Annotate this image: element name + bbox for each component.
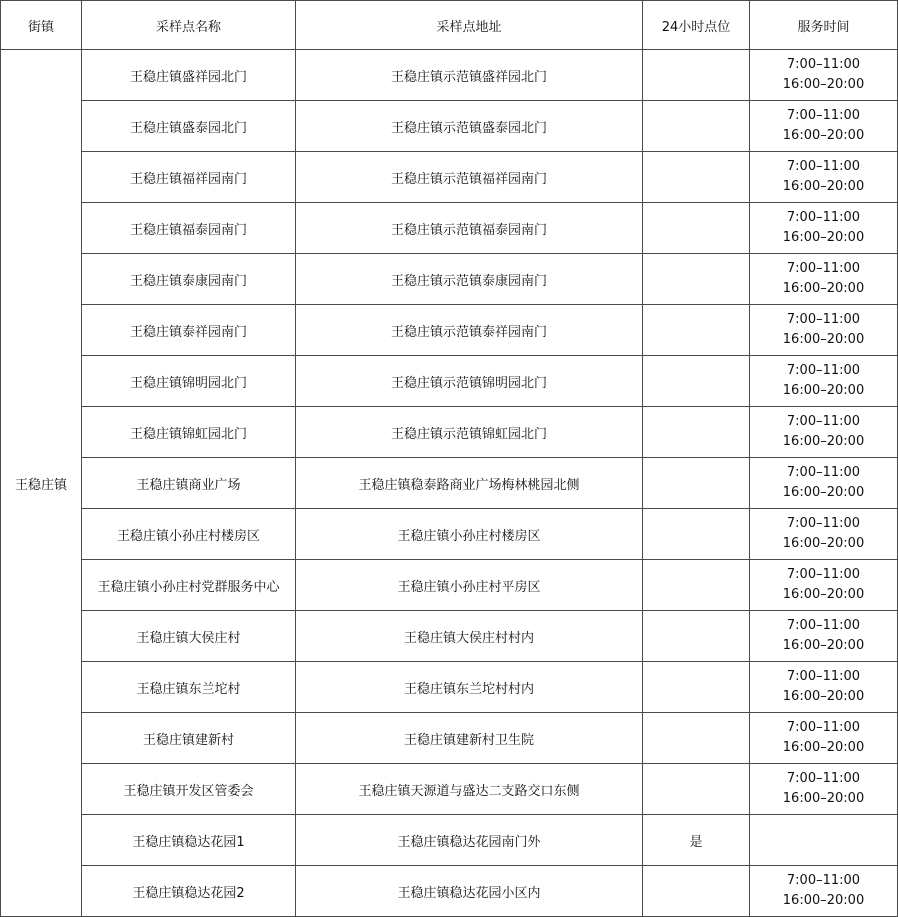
afternoon-time: 16:00–20:00 [782, 638, 865, 653]
afternoon-time: 16:00–20:00 [782, 77, 865, 92]
table-row [1, 866, 898, 917]
service-time-cell [750, 815, 898, 866]
service-time-cell [750, 305, 898, 356]
service-time-cell [750, 203, 898, 254]
afternoon-time: 16:00–20:00 [782, 332, 865, 347]
site-name-cell: 王稳庄镇小孙庄村楼房区 [82, 509, 296, 560]
site-name-cell: 王稳庄镇东兰坨村 [82, 662, 296, 713]
afternoon-time: 16:00–20:00 [782, 536, 865, 551]
site-address-cell: 王稳庄镇大侯庄村村内 [296, 611, 643, 662]
site-name-cell: 王稳庄镇稳达花园1 [82, 815, 296, 866]
afternoon-time: 16:00–20:00 [782, 689, 865, 704]
afternoon-time: 16:00–20:00 [782, 128, 865, 143]
afternoon-time: 16:00–20:00 [782, 179, 865, 194]
site-name-cell: 王稳庄镇福祥园南门 [82, 152, 296, 203]
site-address-cell: 王稳庄镇小孙庄村平房区 [296, 560, 643, 611]
service-time-cell [750, 458, 898, 509]
afternoon-time: 16:00–20:00 [782, 893, 865, 908]
site-address-cell: 王稳庄镇示范镇盛泰园北门 [296, 101, 643, 152]
morning-time: 7:00–11:00 [786, 414, 861, 429]
table-row [1, 764, 898, 815]
service-time-cell [750, 764, 898, 815]
24h-cell [643, 866, 750, 917]
service-time-cell [750, 611, 898, 662]
morning-time: 7:00–11:00 [786, 567, 861, 582]
table-row [1, 509, 898, 560]
service-time-cell [750, 560, 898, 611]
service-time-cell [750, 713, 898, 764]
morning-time: 7:00–11:00 [786, 720, 861, 735]
morning-time: 7:00–11:00 [786, 312, 861, 327]
table-row [1, 305, 898, 356]
site-name-cell: 王稳庄镇盛祥园北门 [82, 50, 296, 101]
24h-cell [643, 509, 750, 560]
24h-cell [643, 101, 750, 152]
service-time-cell [750, 50, 898, 101]
header-row [1, 1, 898, 50]
service-time-cell [750, 356, 898, 407]
service-time-cell [750, 662, 898, 713]
header-service-time: 服务时间 [750, 1, 898, 50]
site-address-cell: 王稳庄镇示范镇泰康园南门 [296, 254, 643, 305]
header-24h: 24小时点位 [643, 1, 750, 50]
24h-cell [643, 356, 750, 407]
site-address-cell: 王稳庄镇稳达花园南门外 [296, 815, 643, 866]
24h-cell [643, 203, 750, 254]
24h-cell [643, 560, 750, 611]
morning-time: 7:00–11:00 [786, 669, 861, 684]
morning-time: 7:00–11:00 [786, 873, 861, 888]
site-address-cell: 王稳庄镇建新村卫生院 [296, 713, 643, 764]
site-name-cell: 王稳庄镇商业广场 [82, 458, 296, 509]
table-row [1, 815, 898, 866]
24h-cell [643, 305, 750, 356]
header-site-address: 采样点地址 [296, 1, 643, 50]
site-address-cell: 王稳庄镇天源道与盛达二支路交口东侧 [296, 764, 643, 815]
site-address-cell: 王稳庄镇示范镇锦虹园北门 [296, 407, 643, 458]
24h-cell [643, 611, 750, 662]
table-row [1, 611, 898, 662]
morning-time: 7:00–11:00 [786, 159, 861, 174]
table-row [1, 662, 898, 713]
afternoon-time: 16:00–20:00 [782, 791, 865, 806]
table-row [1, 254, 898, 305]
24h-cell [643, 713, 750, 764]
morning-time: 7:00–11:00 [786, 108, 861, 123]
table-row [1, 407, 898, 458]
site-name-cell: 王稳庄镇锦明园北门 [82, 356, 296, 407]
24h-cell [643, 407, 750, 458]
service-time-cell [750, 101, 898, 152]
site-name-cell: 王稳庄镇小孙庄村党群服务中心 [82, 560, 296, 611]
site-address-cell: 王稳庄镇东兰坨村村内 [296, 662, 643, 713]
service-time-cell [750, 254, 898, 305]
site-name-cell: 王稳庄镇大侯庄村 [82, 611, 296, 662]
site-address-cell: 王稳庄镇示范镇泰祥园南门 [296, 305, 643, 356]
site-address-cell: 王稳庄镇稳达花园小区内 [296, 866, 643, 917]
afternoon-time: 16:00–20:00 [782, 434, 865, 449]
header-site-name: 采样点名称 [82, 1, 296, 50]
site-address-cell: 王稳庄镇稳泰路商业广场梅林桃园北侧 [296, 458, 643, 509]
afternoon-time: 16:00–20:00 [782, 587, 865, 602]
table-row [1, 203, 898, 254]
morning-time: 7:00–11:00 [786, 618, 861, 633]
site-name-cell: 王稳庄镇建新村 [82, 713, 296, 764]
24h-cell [643, 50, 750, 101]
site-name-cell: 王稳庄镇泰康园南门 [82, 254, 296, 305]
site-address-cell: 王稳庄镇示范镇盛祥园北门 [296, 50, 643, 101]
morning-time: 7:00–11:00 [786, 363, 861, 378]
24h-cell: 是 [643, 815, 750, 866]
service-time-cell [750, 152, 898, 203]
table-row [1, 713, 898, 764]
24h-cell [643, 764, 750, 815]
site-name-cell: 王稳庄镇泰祥园南门 [82, 305, 296, 356]
site-address-cell: 王稳庄镇示范镇福泰园南门 [296, 203, 643, 254]
table-row [1, 101, 898, 152]
site-name-cell: 王稳庄镇锦虹园北门 [82, 407, 296, 458]
site-name-cell: 王稳庄镇盛泰园北门 [82, 101, 296, 152]
service-time-cell [750, 866, 898, 917]
afternoon-time: 16:00–20:00 [782, 383, 865, 398]
header-town: 街镇 [1, 1, 82, 50]
town-cell: 王稳庄镇 [1, 50, 82, 917]
table-row [1, 458, 898, 509]
site-name-cell: 王稳庄镇开发区管委会 [82, 764, 296, 815]
morning-time: 7:00–11:00 [786, 261, 861, 276]
24h-cell [643, 458, 750, 509]
24h-cell [643, 152, 750, 203]
service-time-cell [750, 509, 898, 560]
morning-time: 7:00–11:00 [786, 771, 861, 786]
24h-cell [643, 254, 750, 305]
24h-cell [643, 662, 750, 713]
morning-time: 7:00–11:00 [786, 465, 861, 480]
service-time-cell [750, 407, 898, 458]
morning-time: 7:00–11:00 [786, 516, 861, 531]
morning-time: 7:00–11:00 [786, 210, 861, 225]
table-row [1, 152, 898, 203]
table-row [1, 560, 898, 611]
site-name-cell: 王稳庄镇福泰园南门 [82, 203, 296, 254]
afternoon-time: 16:00–20:00 [782, 230, 865, 245]
site-name-cell: 王稳庄镇稳达花园2 [82, 866, 296, 917]
morning-time: 7:00–11:00 [786, 57, 861, 72]
site-address-cell: 王稳庄镇小孙庄村楼房区 [296, 509, 643, 560]
site-address-cell: 王稳庄镇示范镇锦明园北门 [296, 356, 643, 407]
site-address-cell: 王稳庄镇示范镇福祥园南门 [296, 152, 643, 203]
table-row [1, 50, 898, 101]
afternoon-time: 16:00–20:00 [782, 281, 865, 296]
afternoon-time: 16:00–20:00 [782, 485, 865, 500]
afternoon-time: 16:00–20:00 [782, 740, 865, 755]
table-row [1, 356, 898, 407]
